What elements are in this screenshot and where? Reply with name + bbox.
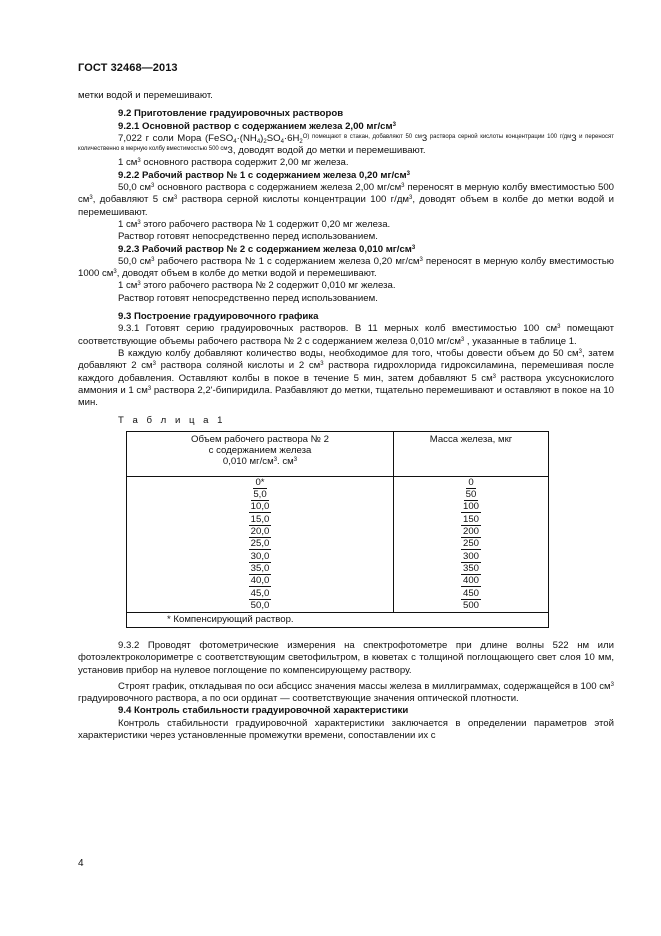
para-9-2-1-a: 7,022 г соли Мора ($FeSO_4\cdot(NH_4)_2SO_4\cdot 6H_2^{O) помещают в стакан, добавляют 50 см}3$ $^{раствора серной кислоты концентрации 100 г/дм}$3 $^{и переносят количественно в мерную колбу вместимостью 500 см}$3, доводят водой до метки и перемешивают. bbox=[78, 132, 615, 157]
cell-mass: 0 bbox=[394, 476, 549, 489]
table-row bbox=[127, 501, 549, 513]
para-9-3-1: 9.3.1 Готовят серию градуировочных растворов. В 11 мерных колб вместимостью 100 $см^3$ помещают соответствующие объемы рабочего раствора № 2 с содержанием железа 0,010 $мг/см^3$ , указанные в таблице 1. bbox=[78, 323, 614, 347]
table-row bbox=[127, 538, 549, 550]
para-9-2-3-a: 50,0 $см^3$ рабочего раствора № 1 с содержанием железа 0,20 $мг/см^3$ переносят в мерную колбу вместимостью 1000 $см^3$, доводят объем в колбе до метки водой и перемешивают. bbox=[78, 255, 614, 280]
para-9-4: Контроль стабильности градуировочной характеристики заключается в определении параметров этой характеристики через установленные промежутки времени, сопоставлении их с bbox=[78, 717, 614, 742]
cell-volume: 45,0 bbox=[127, 587, 394, 599]
table-row bbox=[127, 575, 549, 587]
table-header-volume: Объем рабочего раствора № 2 с содержанием железа 0,010 $мг/см^3$. $см^3$ bbox=[127, 431, 394, 476]
table-row bbox=[127, 476, 549, 489]
cell-mass: 150 bbox=[394, 514, 549, 526]
para-9-3-2-b: Строят график, откладывая по оси абсцисс значения массы железа в миллиграммах, содержащейся в 100 $см^3$ градуировочного раствора, а по оси ординат — соответствующие значения оптической плотности. bbox=[78, 680, 614, 705]
page-number: 4 bbox=[78, 858, 84, 869]
para-9-3-1-b: В каждую колбу добавляют количество воды, необходимое для того, чтобы довести объем до 50 $см^3$, затем добавляют 2 $см^3$ раствора соляной кислоты и 2 $см^3$ раствора гидрохлорида гидроксиламина, перемешивая после каждого добавления. Оставляют колбы в покое в течение 5 мин, затем добавляют 5 $см^3$ раствора уксуснокислого аммония и 1 $см^3$ раствора 2,2'-бипиридила. Разбавляют до метки, тщательно перемешивают и оставляют в покое на 10 мин. bbox=[78, 347, 615, 409]
table-row bbox=[127, 489, 549, 501]
table-row bbox=[127, 563, 549, 575]
para-9-2-3-c: Раствор готовят непосредственно перед использованием. bbox=[118, 292, 378, 304]
section-9-2-1-title: 9.2.1 Основной раствор с содержанием железа 2,00 $мг/см^3$ bbox=[118, 120, 396, 132]
cell-mass: 50 bbox=[394, 489, 549, 501]
table-header-mass: Масса железа, мкг bbox=[394, 431, 549, 476]
calibration-table bbox=[126, 431, 549, 628]
section-9-2-2-title: 9.2.2 Рабочий раствор № 1 с содержанием железа 0,20 $мг/см^3$ bbox=[118, 169, 410, 181]
cell-mass: 450 bbox=[394, 587, 549, 599]
table-caption: Т а б л и ц а 1 bbox=[118, 415, 226, 427]
table-row bbox=[127, 526, 549, 538]
cell-volume: 20,0 bbox=[127, 526, 394, 538]
section-9-3-title: 9.3 Построение градуировочного графика bbox=[118, 311, 319, 323]
table-row bbox=[127, 514, 549, 526]
table-row bbox=[127, 600, 549, 613]
para-9-2-2-c: Раствор готовят непосредственно перед использованием. bbox=[118, 231, 378, 243]
cell-mass: 350 bbox=[394, 563, 549, 575]
para-9-2-2-b: 1 $см^3$ этого рабочего раствора № 1 содержит 0,20 мг железа. bbox=[118, 218, 391, 230]
para-9-2-2-a: 50,0 $см^3$ основного раствора с содержанием железа 2,00 $мг/см^3$ переносят в мерную колбу вместимостью 500 $см^3$, добавляют 5 $см^3$ раствора серной кислоты концентрации 100 $г/дм^3$, доводят объем в колбе до метки водой и перемешивают. bbox=[78, 182, 614, 218]
section-9-4-title: 9.4 Контроль стабильности градуировочной характеристики bbox=[118, 705, 409, 717]
para-9-2-1-b: 1 $см^3$ основного раствора содержит 2,00 мг железа. bbox=[118, 157, 349, 169]
cell-mass: 300 bbox=[394, 551, 549, 563]
para-9-2-3-b: 1 $см^3$ этого рабочего раствора № 2 содержит 0,010 мг железа. bbox=[118, 280, 396, 292]
cell-volume: 30,0 bbox=[127, 551, 394, 563]
section-9-2-title: 9.2 Приготовление градуировочных растворов bbox=[118, 108, 344, 120]
cell-mass: 200 bbox=[394, 526, 549, 538]
section-9-2-3-title: 9.2.3 Рабочий раствор № 2 с содержанием железа 0,010 $мг/см^3$ bbox=[118, 243, 416, 255]
cell-volume: 40,0 bbox=[127, 575, 394, 587]
cell-volume: 5,0 bbox=[127, 489, 394, 501]
cell-mass: 400 bbox=[394, 575, 549, 587]
cell-volume: 35,0 bbox=[127, 563, 394, 575]
table-row bbox=[127, 587, 549, 599]
cell-volume: 10,0 bbox=[127, 501, 394, 513]
cell-volume: 50,0 bbox=[127, 600, 394, 613]
cell-mass: 500 bbox=[394, 600, 549, 613]
standard-header: ГОСТ 32468—2013 bbox=[78, 62, 178, 74]
cell-mass: 250 bbox=[394, 538, 549, 550]
cell-volume: 25,0 bbox=[127, 538, 394, 550]
table-row bbox=[127, 551, 549, 563]
cell-mass: 100 bbox=[394, 501, 549, 513]
table-footnote: * Компенсирующий раствор. bbox=[127, 612, 549, 627]
para-9-3-2: 9.3.2 Проводят фотометрические измерения на спектрофотометре при длине волны 522 нм или фотоэлектроколориметре с соответствующим светофильтром, в кюветах с толщиной поглощающего свет слоя 10 мм, установив прибор на нулевое поглощение по компенсирующему раствору. bbox=[78, 639, 614, 676]
document-body bbox=[78, 90, 614, 742]
continuation-line: метки водой и перемешивают. bbox=[78, 90, 213, 101]
cell-volume: 0* bbox=[127, 476, 394, 489]
cell-volume: 15,0 bbox=[127, 514, 394, 526]
